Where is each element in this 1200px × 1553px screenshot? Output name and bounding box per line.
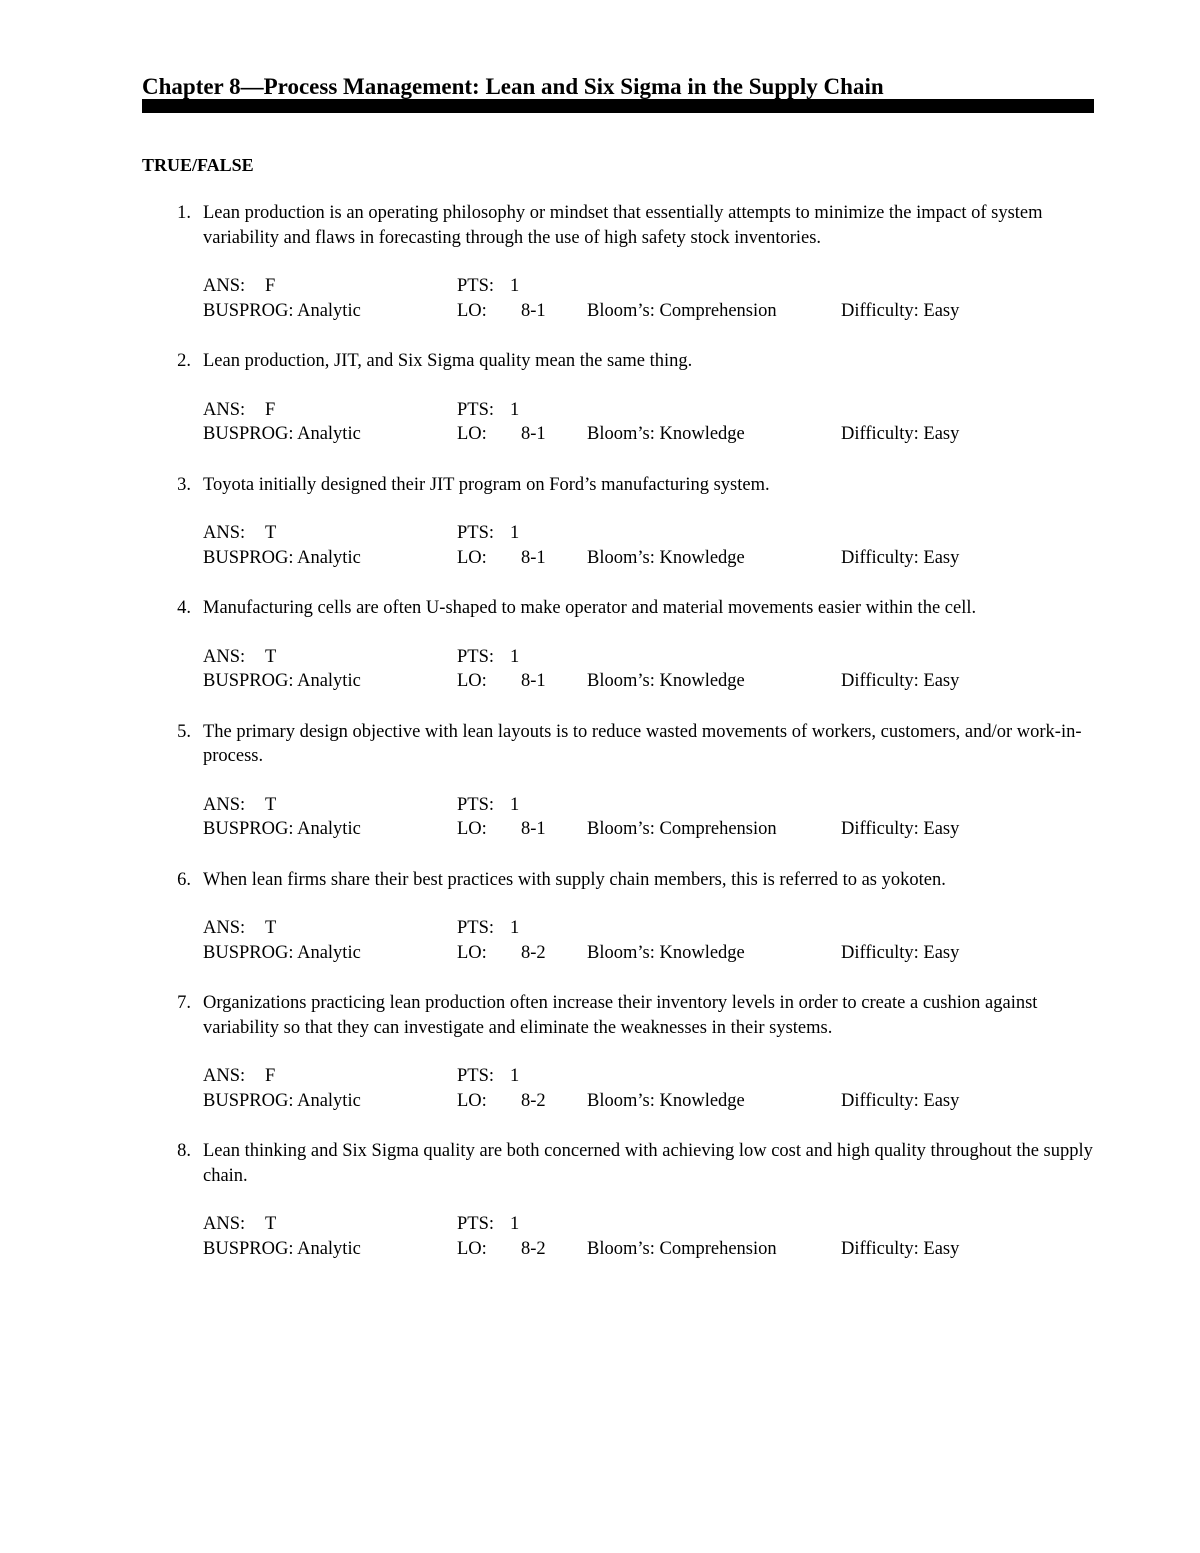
lo-value: 8-2 (521, 1238, 546, 1259)
question-number: 1. (177, 203, 191, 223)
lo-value: 8-2 (521, 942, 546, 963)
ans-value: T (265, 646, 277, 667)
blooms-value: Comprehension (659, 819, 777, 839)
question-number: 5. (177, 721, 191, 742)
question-list (142, 201, 1102, 1287)
question-metadata (203, 274, 1102, 323)
difficulty-text (841, 546, 959, 571)
lo-value: 8-1 (521, 819, 546, 839)
difficulty-label: Difficulty: (841, 547, 919, 568)
question-item-2 (142, 349, 1102, 447)
meta-row-answer (203, 645, 1102, 670)
ans-label: ANS: (203, 1066, 246, 1086)
busprog-value: Analytic (297, 547, 361, 568)
busprog-text (203, 817, 361, 842)
lo-value: 8-1 (521, 300, 546, 321)
pts-label: PTS: (457, 1066, 495, 1086)
blooms-value: Knowledge (659, 424, 745, 444)
question-number: 4. (177, 598, 191, 618)
busprog-label: BUSPROG: (203, 547, 294, 568)
lo-value: 8-1 (521, 547, 546, 568)
difficulty-value: Easy (923, 819, 960, 839)
meta-row-answer (203, 1212, 1102, 1237)
pts-label: PTS: (457, 276, 495, 296)
question-item-3 (142, 473, 1102, 571)
blooms-text (587, 422, 745, 447)
busprog-value: Analytic (297, 671, 361, 691)
blooms-label: Bloom’s: (587, 819, 655, 839)
title-rule (142, 99, 1094, 113)
difficulty-text (841, 1089, 959, 1114)
difficulty-value: Easy (923, 942, 960, 963)
difficulty-value: Easy (923, 300, 960, 321)
difficulty-label: Difficulty: (841, 942, 919, 963)
ans-label: ANS: (203, 276, 246, 296)
difficulty-text (841, 299, 959, 324)
pts-label: PTS: (457, 794, 495, 815)
ans-value: F (265, 399, 276, 420)
busprog-label: BUSPROG: (203, 1090, 294, 1111)
question-metadata (203, 793, 1102, 842)
pts-value: 1 (510, 399, 520, 420)
difficulty-value: Easy (923, 1090, 960, 1111)
busprog-label: BUSPROG: (203, 671, 294, 691)
lo-label: LO: (457, 942, 487, 963)
question-item-1 (142, 201, 1102, 323)
pts-label: PTS: (457, 646, 495, 667)
meta-row-answer (203, 398, 1102, 423)
ans-label: ANS: (203, 523, 246, 543)
difficulty-text (841, 1237, 959, 1262)
lo-label: LO: (457, 1090, 487, 1111)
difficulty-text (841, 422, 959, 447)
ans-label: ANS: (203, 1214, 246, 1234)
question-item-7 (142, 991, 1102, 1113)
lo-value: 8-1 (521, 671, 546, 691)
chapter-title: Chapter 8—Process Management: Lean and Six Sigma in the Supply Chain (142, 74, 884, 99)
meta-row-details (203, 422, 1102, 447)
ans-value: T (265, 1214, 277, 1234)
blooms-label: Bloom’s: (587, 547, 655, 568)
question-number: 3. (177, 474, 191, 495)
question-item-6 (142, 868, 1102, 966)
busprog-value: Analytic (297, 1238, 361, 1259)
meta-row-answer (203, 793, 1102, 818)
difficulty-label: Difficulty: (841, 1090, 919, 1111)
busprog-label: BUSPROG: (203, 300, 294, 321)
question-item-4 (142, 596, 1102, 694)
busprog-label: BUSPROG: (203, 819, 294, 839)
question-metadata (203, 521, 1102, 570)
pts-value: 1 (510, 646, 520, 667)
difficulty-text (841, 941, 959, 966)
meta-row-details (203, 299, 1102, 324)
ans-value: T (265, 794, 277, 815)
blooms-value: Comprehension (659, 300, 777, 321)
difficulty-label: Difficulty: (841, 300, 919, 321)
blooms-text (587, 817, 777, 842)
difficulty-text (841, 817, 959, 842)
pts-value: 1 (510, 276, 520, 296)
section-heading: TRUE/FALSE (142, 155, 254, 175)
blooms-value: Knowledge (659, 671, 745, 691)
lo-label: LO: (457, 819, 487, 839)
meta-row-answer (203, 274, 1102, 299)
blooms-text (587, 299, 777, 324)
blooms-label: Bloom’s: (587, 300, 655, 321)
meta-row-answer (203, 521, 1102, 546)
question-metadata (203, 398, 1102, 447)
question-metadata (203, 645, 1102, 694)
lo-label: LO: (457, 671, 487, 691)
busprog-text (203, 1237, 361, 1262)
pts-value: 1 (510, 918, 520, 938)
blooms-value: Knowledge (659, 547, 745, 568)
meta-row-details (203, 669, 1102, 694)
busprog-label: BUSPROG: (203, 424, 294, 444)
question-item-8 (142, 1139, 1102, 1261)
ans-label: ANS: (203, 399, 246, 420)
question-number: 2. (177, 351, 191, 371)
busprog-label: BUSPROG: (203, 942, 294, 963)
ans-value: F (265, 1066, 276, 1086)
question-item-5 (142, 720, 1102, 842)
busprog-value: Analytic (297, 819, 361, 839)
question-text: Manufacturing cells are often U-shaped to make operator and material movements easier within the cell. (203, 598, 977, 618)
question-number: 6. (177, 869, 191, 890)
ans-label: ANS: (203, 794, 246, 815)
difficulty-label: Difficulty: (841, 819, 919, 839)
pts-value: 1 (510, 1066, 520, 1086)
meta-row-answer (203, 1064, 1102, 1089)
lo-value: 8-2 (521, 1090, 546, 1111)
busprog-label: BUSPROG: (203, 1238, 294, 1259)
ans-value: T (265, 523, 277, 543)
difficulty-label: Difficulty: (841, 424, 919, 444)
ans-value: F (265, 276, 276, 296)
question-text: Lean thinking and Six Sigma quality are both concerned with achieving low cost and high quality throughout the supply chain. (203, 1141, 1093, 1186)
difficulty-label: Difficulty: (841, 671, 919, 691)
ans-label: ANS: (203, 918, 246, 938)
pts-value: 1 (510, 1214, 520, 1234)
lo-label: LO: (457, 300, 487, 321)
difficulty-value: Easy (923, 1238, 960, 1259)
blooms-label: Bloom’s: (587, 671, 655, 691)
question-text: Toyota initially designed their JIT program on Ford’s manufacturing system. (203, 474, 770, 495)
question-metadata (203, 916, 1102, 965)
busprog-text (203, 299, 361, 324)
pts-label: PTS: (457, 523, 495, 543)
meta-row-details (203, 941, 1102, 966)
difficulty-value: Easy (923, 671, 960, 691)
question-metadata (203, 1212, 1102, 1261)
blooms-text (587, 546, 745, 571)
question-text: Lean production is an operating philosophy or mindset that essentially attempts to minimize the impact of system variability and flaws in forecasting through the use of high safety stock inventories. (203, 203, 1043, 248)
ans-value: T (265, 918, 277, 938)
difficulty-value: Easy (923, 547, 960, 568)
blooms-value: Knowledge (659, 942, 745, 963)
blooms-label: Bloom’s: (587, 1238, 655, 1259)
busprog-text (203, 669, 361, 694)
blooms-label: Bloom’s: (587, 424, 655, 444)
meta-row-answer (203, 916, 1102, 941)
busprog-text (203, 1089, 361, 1114)
question-number: 8. (177, 1141, 191, 1161)
ans-label: ANS: (203, 646, 246, 667)
pts-label: PTS: (457, 399, 495, 420)
blooms-label: Bloom’s: (587, 942, 655, 963)
question-text: The primary design objective with lean layouts is to reduce wasted movements of workers, customers, and/or work-in-process. (203, 721, 1082, 766)
blooms-text (587, 669, 745, 694)
busprog-value: Analytic (297, 1090, 361, 1111)
pts-label: PTS: (457, 918, 495, 938)
lo-value: 8-1 (521, 424, 546, 444)
difficulty-value: Easy (923, 424, 960, 444)
meta-row-details (203, 817, 1102, 842)
blooms-text (587, 1089, 745, 1114)
meta-row-details (203, 1089, 1102, 1114)
lo-label: LO: (457, 424, 487, 444)
question-text: Organizations practicing lean production often increase their inventory levels in order to create a cushion against variability so that they can investigate and eliminate the weaknesses in their systems. (203, 993, 1038, 1038)
busprog-text (203, 941, 361, 966)
busprog-text (203, 422, 361, 447)
lo-label: LO: (457, 1238, 487, 1259)
difficulty-label: Difficulty: (841, 1238, 919, 1259)
pts-value: 1 (510, 523, 520, 543)
busprog-value: Analytic (297, 942, 361, 963)
blooms-text (587, 941, 745, 966)
blooms-text (587, 1237, 777, 1262)
blooms-value: Knowledge (659, 1090, 745, 1111)
question-text: Lean production, JIT, and Six Sigma quality mean the same thing. (203, 351, 693, 371)
lo-label: LO: (457, 547, 487, 568)
meta-row-details (203, 546, 1102, 571)
pts-value: 1 (510, 794, 520, 815)
question-metadata (203, 1064, 1102, 1113)
blooms-value: Comprehension (659, 1238, 777, 1259)
meta-row-details (203, 1237, 1102, 1262)
question-text: When lean firms share their best practices with supply chain members, this is referred to as yokoten. (203, 869, 946, 890)
busprog-value: Analytic (297, 300, 361, 321)
question-number: 7. (177, 993, 191, 1013)
blooms-label: Bloom’s: (587, 1090, 655, 1111)
pts-label: PTS: (457, 1214, 495, 1234)
difficulty-text (841, 669, 959, 694)
busprog-value: Analytic (297, 424, 361, 444)
busprog-text (203, 546, 361, 571)
